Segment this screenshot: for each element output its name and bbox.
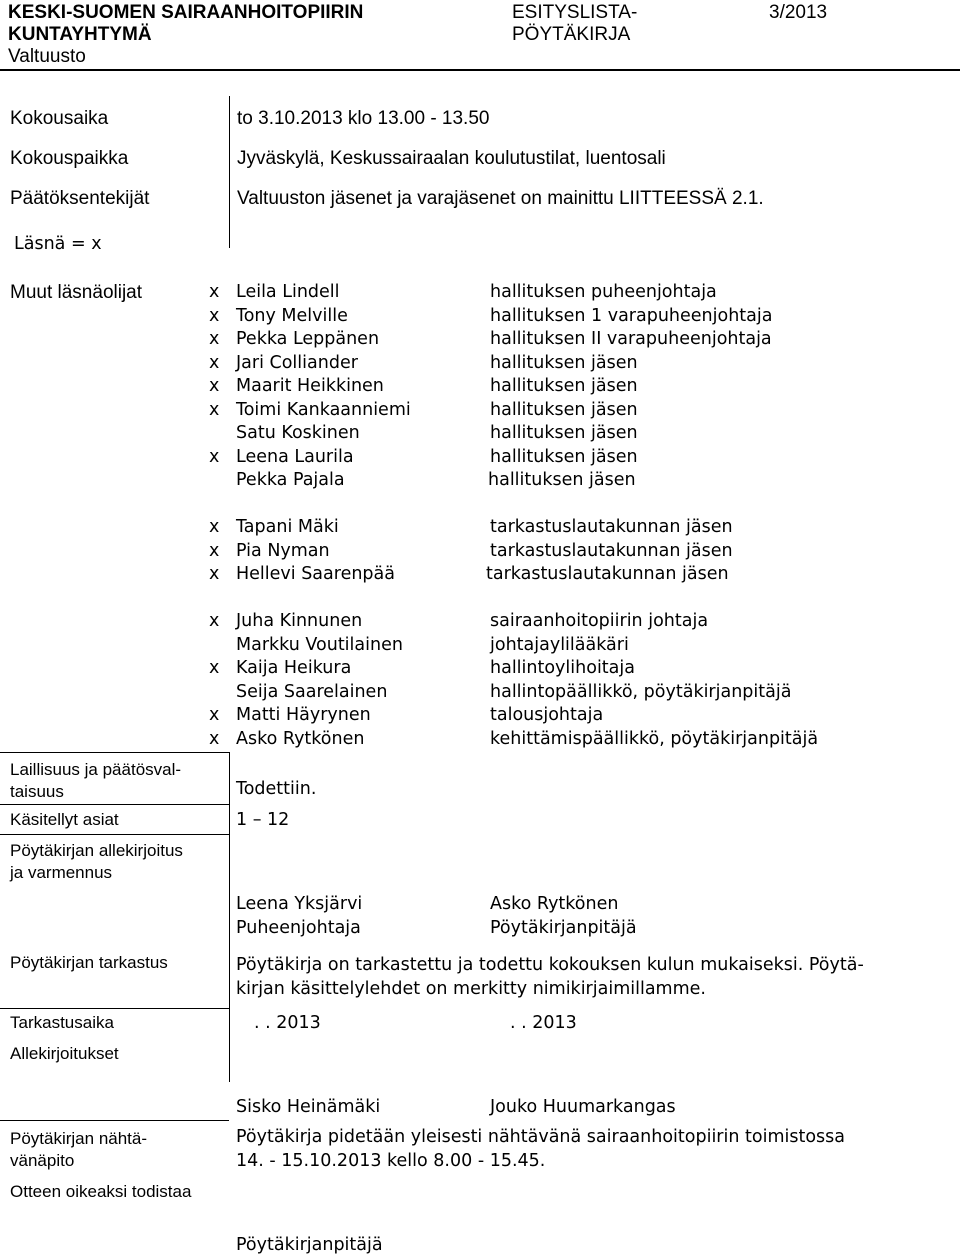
attendee-role: kehittämispäällikkö, pöytäkirjanpitäjä	[490, 728, 819, 749]
attendee-name: Seija Saarelainen	[236, 681, 388, 702]
attendee-name: Kaija Heikura	[236, 658, 352, 678]
attendee-role: hallituksen jäsen	[488, 470, 636, 490]
review-text-line2: kirjan käsittelylehdet on merkitty nimikirjaimillamme.	[236, 979, 706, 999]
other-attendees-label: Muut läsnäolijat	[10, 282, 143, 303]
meeting-time-label: Kokousaika	[10, 108, 109, 129]
legality-label-line1: Laillisuus ja päätösval-	[10, 760, 182, 779]
present-mark: x	[209, 611, 220, 631]
attendee-role: hallituksen jäsen	[490, 399, 638, 420]
present-legend: Läsnä = x	[14, 234, 102, 254]
certified-copy-label: Otteen oikeaksi todistaa	[10, 1182, 192, 1201]
attendee-row	[0, 728, 960, 752]
attendee-row	[0, 657, 960, 681]
attendee-name: Matti Häyrynen	[236, 705, 371, 725]
attendee-name: Tapani Mäki	[236, 517, 339, 537]
attendee-row	[0, 328, 960, 352]
attendee-row	[0, 352, 960, 376]
legality-label-line2: taisuus	[10, 782, 64, 801]
attendee-row	[0, 634, 960, 658]
attendee-name: Pia Nyman	[236, 540, 330, 561]
attendee-name: Juha Kinnunen	[236, 611, 363, 631]
reviewer-1-name: Sisko Heinämäki	[236, 1097, 381, 1117]
body-name: Valtuusto	[8, 46, 86, 67]
attendee-role: talousjohtaja	[490, 705, 604, 725]
attendee-row	[0, 305, 960, 329]
attendee-name: Leila Lindell	[236, 282, 340, 302]
attendee-name: Hellevi Saarenpää	[236, 564, 395, 584]
attendee-role: hallituksen jäsen	[490, 446, 638, 467]
section-divider	[0, 804, 229, 805]
display-label-line1: Pöytäkirjan nähtä-	[10, 1129, 148, 1148]
present-mark: x	[209, 705, 220, 725]
attendee-role: johtajaylilääkäri	[490, 634, 629, 655]
attendee-name: Maarit Heikkinen	[236, 376, 384, 396]
review-time-label: Tarkastusaika	[10, 1013, 114, 1032]
attendee-role: hallituksen 1 varapuheenjohtaja	[490, 305, 773, 326]
column-divider-bottom	[229, 752, 230, 1082]
attendee-name: Leena Laurila	[236, 446, 354, 467]
org-name-line2: KUNTAYHTYMÄ	[8, 24, 152, 45]
attendee-name: Toimi Kankaanniemi	[236, 399, 411, 420]
chair-title: Puheenjohtaja	[236, 918, 361, 938]
attendee-name: Asko Rytkönen	[236, 728, 365, 749]
attendee-row	[0, 681, 960, 705]
page-reference: 3/2013	[769, 2, 828, 23]
attendee-row	[0, 399, 960, 423]
header-divider	[0, 69, 960, 71]
attendee-row	[0, 422, 960, 446]
reviewer-2-name: Jouko Huumarkangas	[490, 1097, 676, 1117]
deciders-value: Valtuuston jäsenet ja varajäsenet on mainittu LIITTEESSÄ 2.1.	[237, 188, 764, 209]
meeting-place-value: Jyväskylä, Keskussairaalan koulutustilat, luentosali	[237, 148, 666, 169]
attendee-name: Markku Voutilainen	[236, 634, 403, 655]
attendee-row	[0, 610, 960, 634]
attendee-name: Satu Koskinen	[236, 423, 360, 443]
secretary-name: Asko Rytkönen	[490, 894, 619, 914]
certifier-title: Pöytäkirjanpitäjä	[236, 1235, 383, 1255]
attendee-role: tarkastuslautakunnan jäsen	[490, 540, 733, 561]
attendee-role: hallituksen jäsen	[490, 376, 638, 396]
signatures-label: Allekirjoitukset	[10, 1044, 119, 1063]
attendee-role: sairaanhoitopiirin johtaja	[490, 611, 709, 631]
attendee-role: hallituksen jäsen	[490, 423, 638, 443]
attendee-role: hallituksen jäsen	[490, 352, 638, 373]
attendee-role: hallintopäällikkö, pöytäkirjanpitäjä	[490, 681, 792, 702]
present-mark: x	[209, 352, 220, 373]
legality-value: Todettiin.	[236, 779, 317, 799]
present-mark: x	[209, 329, 220, 349]
present-mark: x	[209, 282, 220, 302]
present-mark: x	[209, 399, 220, 420]
section-divider	[0, 1120, 229, 1121]
present-mark: x	[209, 728, 220, 749]
attendee-row	[0, 281, 960, 305]
section-divider	[0, 834, 229, 835]
meeting-time-value: to 3.10.2013 klo 13.00 - 13.50	[237, 108, 490, 129]
attendee-name: Tony Melville	[236, 305, 348, 326]
present-mark: x	[209, 305, 220, 326]
display-label-line2: vänäpito	[10, 1151, 75, 1170]
present-mark: x	[209, 376, 220, 396]
attendee-name: Pekka Leppänen	[236, 329, 380, 349]
present-mark: x	[209, 564, 220, 584]
present-mark: x	[209, 517, 220, 537]
review-date-1: . . 2013	[254, 1013, 321, 1033]
org-name-line1: KESKI-SUOMEN SAIRAANHOITOPIIRIN	[8, 2, 364, 23]
attendee-name: Pekka Pajala	[236, 470, 345, 490]
display-text-line2: 14. - 15.10.2013 kello 8.00 - 15.45.	[236, 1151, 546, 1171]
attendee-row	[0, 563, 960, 587]
doc-type-line1: ESITYSLISTA-	[512, 2, 638, 23]
attendee-row	[0, 516, 960, 540]
signing-label-line1: Pöytäkirjan allekirjoitus	[10, 841, 183, 860]
attendee-row	[0, 469, 960, 493]
present-mark: x	[209, 446, 220, 467]
section-divider	[0, 1008, 229, 1009]
handled-items-label: Käsitellyt asiat	[10, 810, 119, 829]
chair-name: Leena Yksjärvi	[236, 894, 363, 914]
attendee-row	[0, 704, 960, 728]
present-mark: x	[209, 540, 220, 561]
handled-items-value: 1 – 12	[236, 810, 290, 830]
attendee-row	[0, 375, 960, 399]
section-divider	[0, 752, 229, 753]
review-label: Pöytäkirjan tarkastus	[10, 953, 168, 972]
doc-type-line2: PÖYTÄKIRJA	[512, 24, 631, 45]
review-text-line1: Pöytäkirja on tarkastettu ja todettu kokouksen kulun mukaiseksi. Pöytä-	[236, 955, 864, 975]
attendee-role: tarkastuslautakunnan jäsen	[486, 564, 729, 584]
secretary-title: Pöytäkirjanpitäjä	[490, 918, 637, 938]
attendee-role: hallintoylihoitaja	[490, 658, 635, 678]
attendee-role: tarkastuslautakunnan jäsen	[490, 517, 733, 537]
attendee-row	[0, 446, 960, 470]
review-date-2: . . 2013	[510, 1013, 577, 1033]
signing-label-line2: ja varmennus	[10, 863, 113, 882]
attendee-row	[0, 540, 960, 564]
display-text-line1: Pöytäkirja pidetään yleisesti nähtävänä sairaanhoitopiirin toimistossa	[236, 1127, 846, 1147]
meeting-place-label: Kokouspaikka	[10, 148, 129, 169]
column-divider-top	[229, 96, 230, 248]
deciders-label: Päätöksentekijät	[10, 188, 150, 209]
attendee-role: hallituksen II varapuheenjohtaja	[490, 329, 772, 349]
attendee-name: Jari Colliander	[236, 352, 358, 373]
attendee-role: hallituksen puheenjohtaja	[490, 282, 717, 302]
present-mark: x	[209, 658, 220, 678]
